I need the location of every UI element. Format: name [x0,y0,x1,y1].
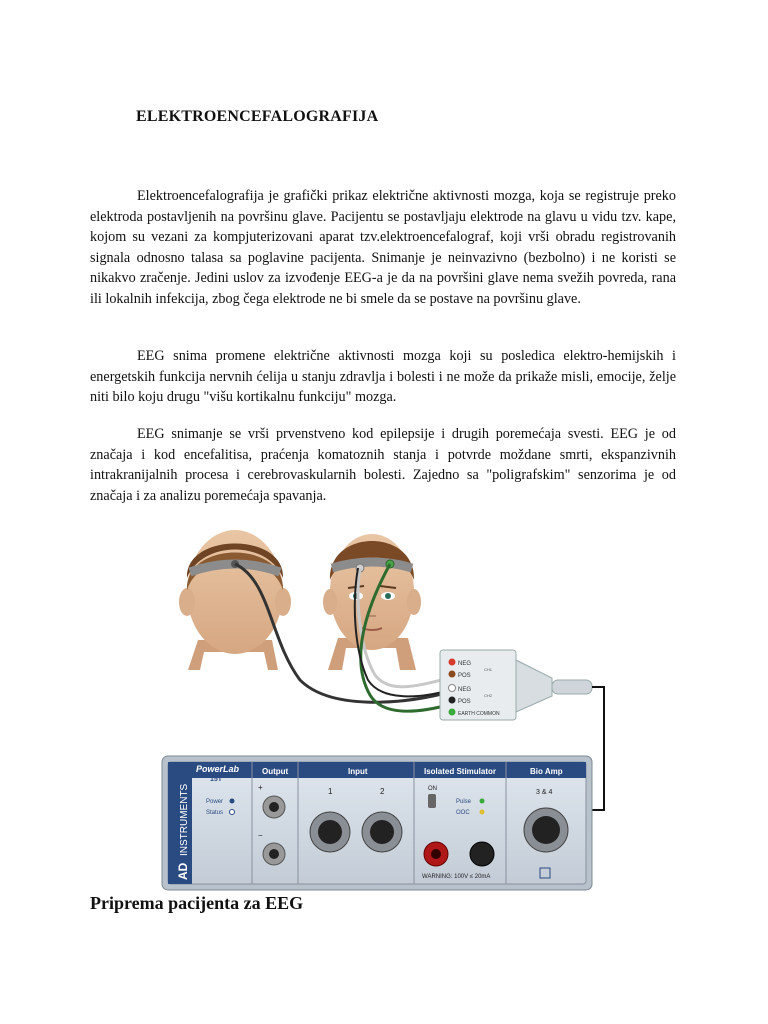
input-1-label: 1 [328,787,333,796]
brand-ad: AD [176,862,190,880]
stim-switch [428,794,436,808]
pulse-label: Pulse [456,799,472,805]
power-label: Power [206,799,224,805]
connector-label-earth: EARTH COMMON [458,711,500,717]
paragraph-3: EEG snimanje se vrši prvenstveno kod epilepsije i drugih poremećaja svesti. EEG je od značaja i kod encefalitisa, praćenja komatoznih stanja i potvrde moždane smrti, ekspanzivnih intrakranijalnih procesa i cerebrovaskularnih bolesti. Zajedno sa "poligrafskim" senzorima je od značaja i za analizu poremećaja spavanja. [90,426,676,504]
document-title: ELEKTROENCEFALOGRAFIJA [136,108,379,125]
connector-label-pos1: POS [458,673,471,679]
section-isolated-stimulator: Isolated Stimulator [424,767,497,776]
section-bio-amp: Bio Amp [530,767,563,776]
section-input: Input [348,767,368,776]
connector-label-pos2: POS [458,699,471,705]
ooc-led [480,810,485,815]
head-back-illustration [179,530,291,670]
section-output: Output [262,767,289,776]
connector-ch1: CH1 [484,667,493,672]
connector-label-neg1: NEG [458,661,472,667]
power-led [230,799,235,804]
connector-label-neg2: NEG [458,687,472,693]
eeg-figure [160,520,610,895]
stim-on-label: ON [428,786,437,792]
status-led [230,810,235,815]
model-name: PowerLab [196,764,240,774]
output-plus: + [258,783,263,792]
powerlab-device [162,756,592,890]
connector-ch2: CH2 [484,693,493,698]
section-heading: Priprema pacijenta za EEG [90,893,304,913]
pulse-led [480,799,485,804]
stim-black-terminal [470,842,494,866]
paragraph-1: Elektroencefalografija je grafički prikaz električne aktivnosti mozga, koja se registruje preko elektroda postavljenih na površinu glave. Pacijentu se postavljaju elektrode na glavu u vidu tzv. kape, kojom su vezani za kompjuterizovani aparat tzv.elektroencefalograf, koji vrši obradu registrovanih signala odnosno talasa sa poglavine pacijenta. Snimanje je neinvazivno (bezbolno) i ne koristi se nikakvo zračenje. Jedini uslov za izvođenje EEG-a je da na površini glave nema svežih povreda, rana ili lokalnih infekcija, zbog čega elektrode ne bi smele da se postave na površinu glave. [90,188,676,307]
output-minus: − [258,831,263,840]
ooc-label: OOC [456,810,470,816]
model-number: 15T [210,776,223,783]
paragraph-2: EEG snima promene električne aktivnosti mozga koji su posledica elektro-hemijskih i energetskih funkcija nervnih ćelija u stanju zdravlja i bolesti i ne može da prikaže misli, emocije, želje niti bilo koju drugu "višu kortikalnu funkciju" mozga. [90,348,676,406]
input-2-label: 2 [380,787,385,796]
stim-warning: WARNING: 100V ≤ 20mA [422,874,491,880]
brand-instruments: INSTRUMENTS [179,783,190,856]
bio-amp-channels: 3 & 4 [536,789,553,796]
eeg-illustration [160,520,610,895]
status-label: Status [206,810,224,816]
